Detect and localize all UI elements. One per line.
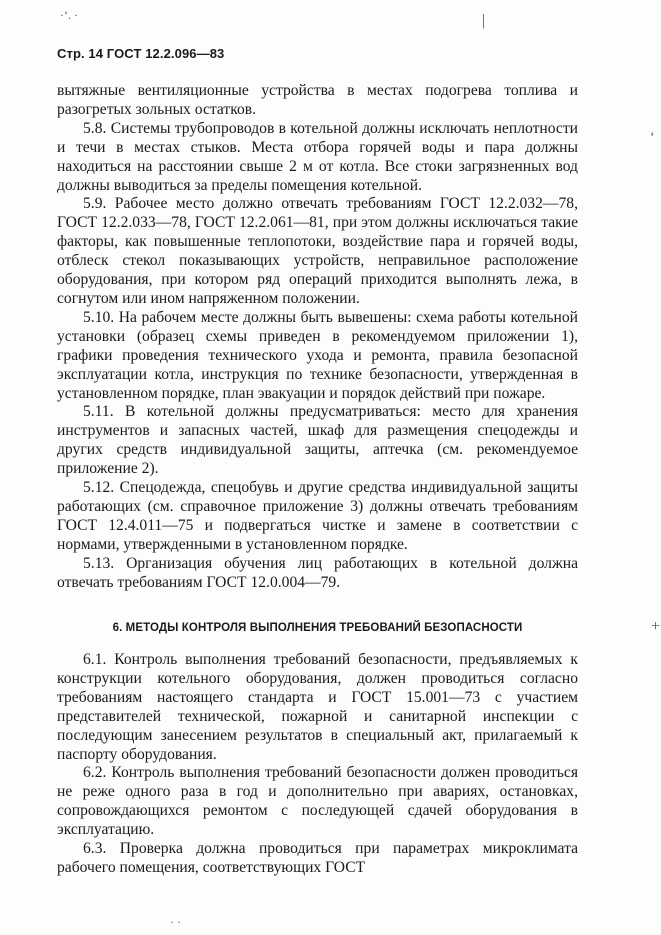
section-6-text (57, 651, 578, 878)
section-5-text (57, 82, 578, 592)
paragraph-6-1: 6.1. Контроль выполнения требований безопасности, предъявляемых к конструкции котельного оборудования, должен проводиться согласно требованиям настоящего стандарта и ГОСТ 15.001—73 с участием представителей технической, пожарной и санитарной инспекции с последующим занесением результатов в специальный акт, прилагаемый к паспорту оборудования. (57, 651, 578, 763)
scan-artifact: ʻ (650, 130, 655, 145)
paragraph-5-9: 5.9. Рабочее место должно отвечать требованиям ГОСТ 12.2.032—78, ГОСТ 12.2.033—78, ГОСТ 12.2.061—81, при этом должны исключаться такие факторы, как повышенные теплопотоки, воздействие пара и горячей воды, отблеск стекол показывающих устройств, неправильное расположение оборудования, при котором ряд операций приходится выполнять лежа, в согнутом или ином напряженном положении. (57, 195, 578, 307)
paragraph-6-3: 6.3. Проверка должна проводиться при параметрах микроклимата рабочего помещения, соответствующих ГОСТ (57, 840, 578, 876)
paragraph-5-11: 5.11. В котельной должны предусматриваться: место для хранения инструментов и запасных частей, шкаф для размещения спецодежды и других средств индивидуальной защиты, аптечка (см. рекомендуемое приложение 2). (57, 403, 578, 478)
section-6-heading: 6. МЕТОДЫ КОНТРОЛЯ ВЫПОЛНЕНИЯ ТРЕБОВАНИЙ БЕЗОПАСНОСТИ (112, 622, 523, 634)
paragraph-5-8: 5.8. Системы трубопроводов в котельной должны исключать неплотности и течи в местах стыков. Места отбора горячей воды и пара должны находиться на расстоянии свыше 2 м от котла. Все стоки загрязненных вод должны выводиться за пределы помещения котельной. (57, 119, 578, 194)
paragraph-5-7-continuation: вытяжные вентиляционные устройства в местах подогрева топлива и разогретых зольных остатков. (57, 82, 578, 118)
paragraph-5-10: 5.10. На рабочем месте должны быть вывешены: схема работы котельной установки (образец схемы приведен в рекомендуемом приложении 1), графики проведения технического ухода и ремонта, правила безопасной эксплуатации котла, инструкция по технике безопасности, утвержденная в установленном порядке, план эвакуации и порядок действий при пожаре. (57, 308, 578, 402)
scan-artifact: + (651, 618, 661, 635)
page-header: Стр. 14 ГОСТ 12.2.096—83 (57, 46, 225, 61)
scan-artifact: ·ʻ. · (60, 8, 78, 22)
scan-artifact: | (482, 12, 486, 29)
scan-artifact: · · (170, 915, 181, 929)
paragraph-5-12: 5.12. Спецодежда, спецобувь и другие средства индивидуальной защиты работающих (см. справочное приложение 3) должны отвечать требованиям ГОСТ 12.4.011—75 и подвергаться чистке и замене в соответствии с нормами, утвержденными в установленном порядке. (57, 479, 578, 553)
paragraph-5-13: 5.13. Организация обучения лиц работающих в котельной должна отвечать требованиям ГОСТ 12.0.004—79. (57, 554, 578, 591)
paragraph-6-2: 6.2. Контроль выполнения требований безопасности должен проводиться не реже одного раза в год и дополнительно при авариях, остановках, сопровождающихся ремонтом с последующей сдачей оборудования в эксплуатацию. (57, 764, 578, 839)
